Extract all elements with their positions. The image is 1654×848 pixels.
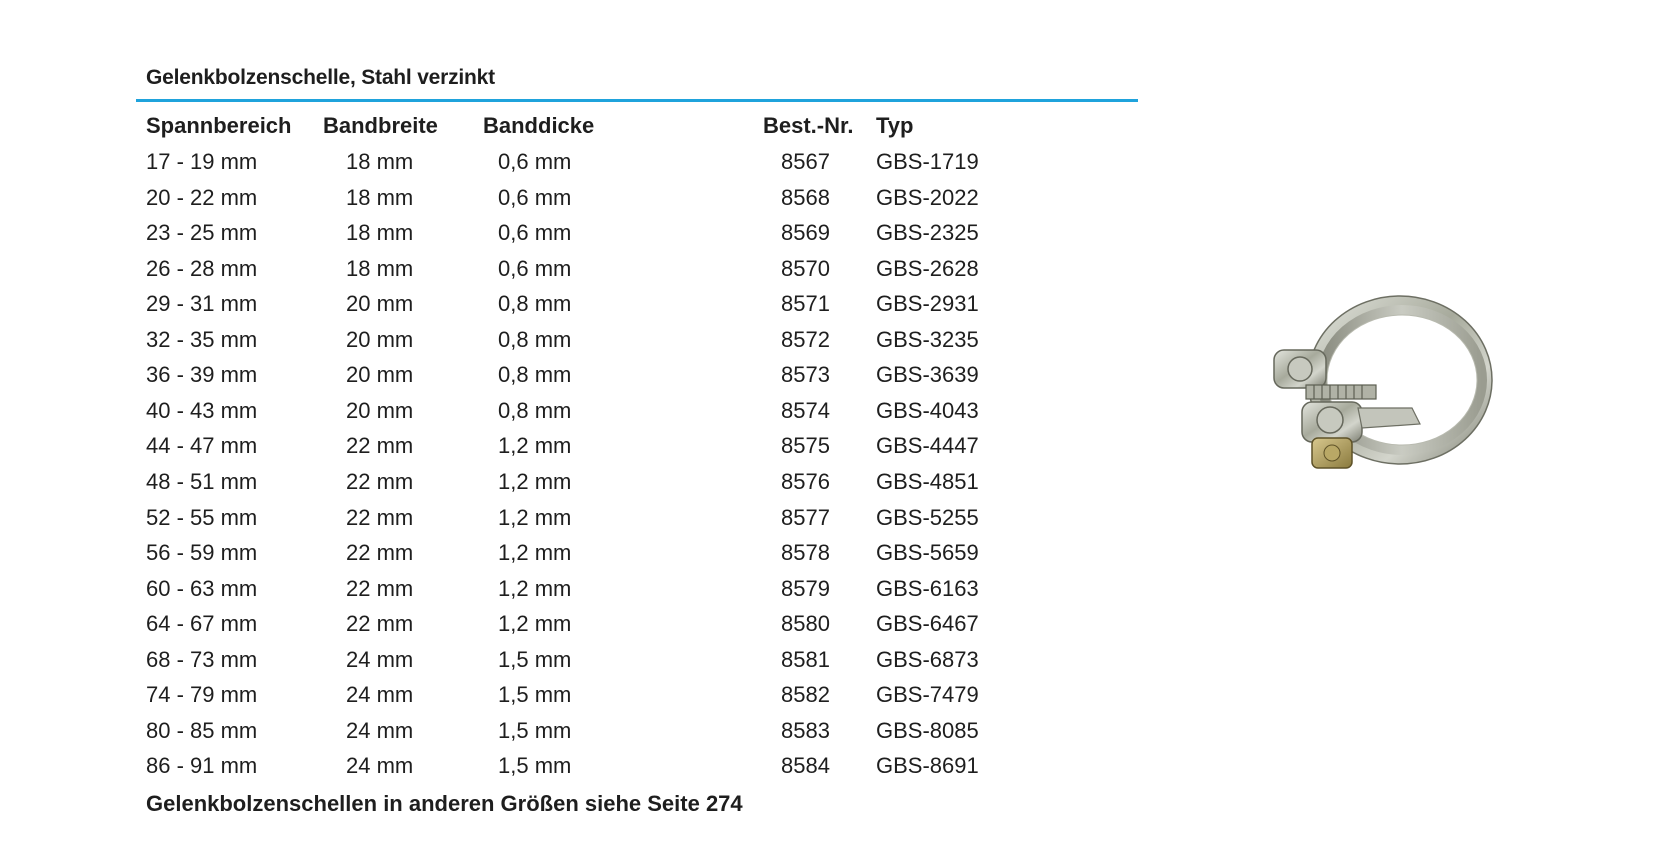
cell-bandbreite: 24 mm xyxy=(346,682,414,708)
cell-spannbereich: 60 - 63 mm xyxy=(146,575,258,601)
cell-typ: GBS-2325 xyxy=(876,220,979,246)
cell-banddicke: 1,2 mm xyxy=(498,468,572,494)
cell-bandbreite: 22 mm xyxy=(346,433,414,459)
cell-spannbereich: 80 - 85 mm xyxy=(146,717,258,743)
cell-best-nr: 8572 xyxy=(781,326,830,352)
cell-best-nr: 8580 xyxy=(781,611,830,637)
cell-spannbereich: 32 - 35 mm xyxy=(146,326,258,352)
cell-banddicke: 1,2 mm xyxy=(498,575,572,601)
table-row xyxy=(0,500,1140,536)
table-row xyxy=(0,144,1140,180)
cell-typ: GBS-3639 xyxy=(876,362,979,388)
cell-banddicke: 1,5 mm xyxy=(498,753,572,779)
cell-spannbereich: 23 - 25 mm xyxy=(146,220,258,246)
cell-typ: GBS-4851 xyxy=(876,468,979,494)
cell-best-nr: 8574 xyxy=(781,397,830,423)
cell-typ: GBS-2022 xyxy=(876,184,979,210)
cell-banddicke: 1,2 mm xyxy=(498,504,572,530)
cell-best-nr: 8581 xyxy=(781,646,830,672)
cell-best-nr: 8583 xyxy=(781,717,830,743)
table-row xyxy=(0,322,1140,358)
cell-banddicke: 0,6 mm xyxy=(498,255,572,281)
cell-spannbereich: 40 - 43 mm xyxy=(146,397,258,423)
cell-bandbreite: 22 mm xyxy=(346,504,414,530)
table-row xyxy=(0,713,1140,749)
table-row xyxy=(0,606,1140,642)
cell-typ: GBS-2931 xyxy=(876,291,979,317)
cell-spannbereich: 20 - 22 mm xyxy=(146,184,258,210)
cell-bandbreite: 20 mm xyxy=(346,362,414,388)
cell-banddicke: 1,5 mm xyxy=(498,646,572,672)
cell-bandbreite: 20 mm xyxy=(346,291,414,317)
table-row xyxy=(0,677,1140,713)
cell-best-nr: 8577 xyxy=(781,504,830,530)
cell-typ: GBS-6873 xyxy=(876,646,979,672)
cell-best-nr: 8582 xyxy=(781,682,830,708)
cell-spannbereich: 56 - 59 mm xyxy=(146,540,258,566)
cell-bandbreite: 22 mm xyxy=(346,468,414,494)
header-banddicke: Banddicke xyxy=(483,113,595,138)
cell-typ: GBS-4447 xyxy=(876,433,979,459)
cell-typ: GBS-7479 xyxy=(876,682,979,708)
cell-banddicke: 0,8 mm xyxy=(498,291,572,317)
cell-typ: GBS-3235 xyxy=(876,326,979,352)
table-row xyxy=(0,428,1140,464)
cell-bandbreite: 20 mm xyxy=(346,397,414,423)
cell-spannbereich: 64 - 67 mm xyxy=(146,611,258,637)
hose-clamp-icon xyxy=(1262,290,1502,500)
cell-best-nr: 8579 xyxy=(781,575,830,601)
cell-spannbereich: 86 - 91 mm xyxy=(146,753,258,779)
cell-best-nr: 8573 xyxy=(781,362,830,388)
cell-banddicke: 0,8 mm xyxy=(498,362,572,388)
table-row xyxy=(0,748,1140,784)
cell-banddicke: 1,2 mm xyxy=(498,433,572,459)
header-spannbereich: Spannbereich xyxy=(146,113,292,138)
cell-bandbreite: 18 mm xyxy=(346,184,414,210)
cell-bandbreite: 18 mm xyxy=(346,149,414,174)
footer-note: Gelenkbolzenschellen in anderen Größen siehe Seite 274 xyxy=(146,791,743,816)
cell-spannbereich: 44 - 47 mm xyxy=(146,433,258,459)
table-row xyxy=(0,180,1140,216)
cell-banddicke: 1,2 mm xyxy=(498,540,572,566)
cell-typ: GBS-8691 xyxy=(876,753,979,779)
page-title: Gelenkbolzenschelle, Stahl verzinkt xyxy=(146,66,495,89)
cell-banddicke: 0,8 mm xyxy=(498,326,572,352)
cell-typ: GBS-8085 xyxy=(876,717,979,743)
cell-banddicke: 0,6 mm xyxy=(498,149,572,174)
cell-best-nr: 8569 xyxy=(781,220,830,246)
cell-banddicke: 0,6 mm xyxy=(498,184,572,210)
table-row xyxy=(0,215,1140,251)
cell-bandbreite: 18 mm xyxy=(346,220,414,246)
cell-spannbereich: 74 - 79 mm xyxy=(146,682,258,708)
cell-typ: GBS-5659 xyxy=(876,540,979,566)
cell-typ: GBS-2628 xyxy=(876,255,979,281)
cell-best-nr: 8576 xyxy=(781,468,830,494)
cell-spannbereich: 36 - 39 mm xyxy=(146,362,258,388)
cell-banddicke: 1,2 mm xyxy=(498,611,572,637)
cell-best-nr: 8567 xyxy=(781,149,830,174)
cell-spannbereich: 26 - 28 mm xyxy=(146,255,258,281)
cell-best-nr: 8571 xyxy=(781,291,830,317)
cell-bandbreite: 22 mm xyxy=(346,611,414,637)
table-row xyxy=(0,251,1140,287)
cell-spannbereich: 68 - 73 mm xyxy=(146,646,258,672)
cell-best-nr: 8570 xyxy=(781,255,830,281)
cell-spannbereich: 48 - 51 mm xyxy=(146,468,258,494)
header-best-nr: Best.-Nr. xyxy=(763,113,854,138)
cell-spannbereich: 17 - 19 mm xyxy=(146,149,258,174)
table-row xyxy=(0,357,1140,393)
cell-bandbreite: 18 mm xyxy=(346,255,414,281)
cell-typ: GBS-1719 xyxy=(876,149,979,174)
cell-bandbreite: 20 mm xyxy=(346,326,414,352)
cell-banddicke: 0,8 mm xyxy=(498,397,572,423)
cell-best-nr: 8578 xyxy=(781,540,830,566)
cell-typ: GBS-6467 xyxy=(876,611,979,637)
table-row xyxy=(0,571,1140,607)
title-divider xyxy=(136,99,1138,102)
cell-best-nr: 8568 xyxy=(781,184,830,210)
table-row xyxy=(0,464,1140,500)
cell-bandbreite: 22 mm xyxy=(346,540,414,566)
cell-bandbreite: 22 mm xyxy=(346,575,414,601)
cell-typ: GBS-4043 xyxy=(876,397,979,423)
cell-spannbereich: 29 - 31 mm xyxy=(146,291,258,317)
table-header-row xyxy=(0,108,1140,144)
cell-best-nr: 8575 xyxy=(781,433,830,459)
cell-bandbreite: 24 mm xyxy=(346,717,414,743)
cell-banddicke: 1,5 mm xyxy=(498,682,572,708)
cell-banddicke: 0,6 mm xyxy=(498,220,572,246)
header-typ: Typ xyxy=(876,113,914,138)
table-row xyxy=(0,642,1140,678)
table-row xyxy=(0,535,1140,571)
cell-bandbreite: 24 mm xyxy=(346,646,414,672)
table-row xyxy=(0,393,1140,429)
cell-bandbreite: 24 mm xyxy=(346,753,414,779)
header-bandbreite: Bandbreite xyxy=(323,113,438,138)
cell-banddicke: 1,5 mm xyxy=(498,717,572,743)
cell-typ: GBS-5255 xyxy=(876,504,979,530)
cell-spannbereich: 52 - 55 mm xyxy=(146,504,258,530)
cell-best-nr: 8584 xyxy=(781,753,830,779)
cell-typ: GBS-6163 xyxy=(876,575,979,601)
table-row xyxy=(0,286,1140,322)
